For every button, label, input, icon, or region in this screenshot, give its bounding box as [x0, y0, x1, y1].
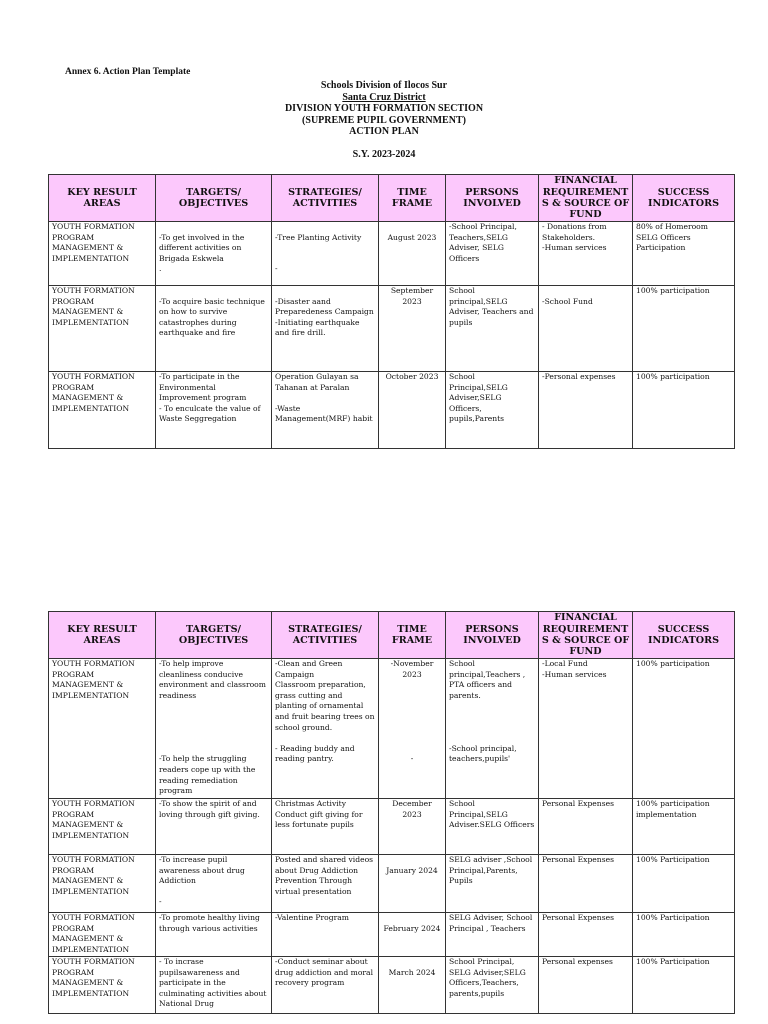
annex-label: Annex 6. Action Plan Template	[65, 67, 191, 77]
cell-persons: School Principal,SELG Adviser,SELG Officers, pupils,Parents	[449, 372, 508, 424]
cell-persons: School Principal,SELG Adviser.SELG Officers	[449, 799, 535, 830]
col-header-key-result-areas: KEY RESULT AREAS	[49, 175, 156, 222]
cell-kra: YOUTH FORMATION PROGRAM MANAGEMENT & IMPLEMENTATION	[49, 372, 156, 449]
cell-kra: YOUTH FORMATION PROGRAM MANAGEMENT & IMPLEMENTATION	[49, 855, 156, 913]
cell-targets: -To help improve cleanliness conducive environment and classroom readiness -To help the struggling readers cope up with the reading remediation program	[159, 659, 266, 796]
table-header-row	[49, 612, 735, 659]
division-name: Schools Division of Ilocos Sur	[320, 80, 448, 91]
cell-targets: -To increase pupil awareness about drug Addiction -	[159, 855, 245, 907]
cell-time-frame: March 2024	[388, 967, 436, 977]
cell-targets: - To incrase pupilsawareness and participate in the culminating activities about National Drug	[159, 957, 267, 1009]
cell-financial: -School Fund	[542, 296, 593, 306]
section-name: DIVISION YOUTH FORMATION SECTION	[284, 103, 484, 114]
cell-success: 80% of Homeroom SELG Officers Participation	[636, 222, 708, 253]
cell-time-frame: January 2024	[386, 865, 438, 875]
cell-kra: YOUTH FORMATION PROGRAM MANAGEMENT & IMPLEMENTATION	[49, 222, 156, 286]
cell-success: 100% participation implementation	[636, 799, 710, 819]
district-name: Santa Cruz District	[342, 91, 426, 103]
cell-success: 100% participation	[636, 659, 710, 668]
cell-financial: Personal Expenses	[542, 855, 614, 864]
cell-kra: YOUTH FORMATION PROGRAM MANAGEMENT & IMPLEMENTATION	[49, 913, 156, 957]
school-year: S.Y. 2023-2024	[352, 148, 416, 160]
cell-kra: YOUTH FORMATION PROGRAM MANAGEMENT & IMPLEMENTATION	[49, 799, 156, 855]
cell-strategies: Operation Gulayan sa Tahanan at Paralan -Waste Management(MRF) habit	[275, 372, 373, 424]
table-header-row	[49, 175, 735, 222]
document-title: ACTION PLAN	[349, 126, 419, 137]
table-row	[49, 286, 735, 372]
action-plan-table-2	[48, 611, 735, 1014]
cell-strategies: -Tree Planting Activity -	[275, 232, 362, 274]
cell-success: 100% Participation	[636, 957, 710, 966]
col-header-targets: TARGETS/ OBJECTIVES	[156, 612, 272, 659]
cell-strategies: -Valentine Program	[275, 913, 349, 922]
cell-financial: -Local Fund -Human services	[542, 659, 607, 679]
cell-time-frame: December 2023	[392, 799, 432, 819]
cell-targets: -To acquire basic technique on how to survive catastrophes during earthquake and fire	[159, 296, 265, 338]
table-row	[49, 372, 735, 449]
table-row	[49, 913, 735, 957]
cell-financial: - Donations from Stakeholders. -Human services	[542, 222, 607, 253]
table-row	[49, 957, 735, 1014]
document-heading	[0, 80, 768, 160]
cell-persons: School principal,SELG Adviser, Teachers and pupils	[449, 286, 534, 327]
cell-strategies: Posted and shared videos about Drug Addiction Prevention Through virtual presentation	[275, 855, 374, 896]
cell-kra: YOUTH FORMATION PROGRAM MANAGEMENT & IMPLEMENTATION	[49, 957, 156, 1014]
col-header-key-result-areas: KEY RESULT AREAS	[49, 612, 156, 659]
col-header-strategies: STRATEGIES/ ACTIVITIES	[272, 612, 379, 659]
cell-financial: Personal Expenses	[542, 913, 614, 922]
cell-persons: School principal,Teachers , PTA officers and parents. -School principal, teachers,pupils'	[449, 659, 526, 764]
col-header-success-indicators: SUCCESS INDICATORS	[633, 612, 735, 659]
cell-persons: -School Principal, Teachers,SELG Adviser, SELG Officers	[449, 222, 517, 263]
cell-financial: Personal expenses	[542, 957, 613, 966]
cell-targets: -To show the spirit of and loving through gift giving.	[159, 799, 260, 819]
cell-time-frame: -November 2023 -	[390, 659, 434, 764]
cell-time-frame: September 2023	[390, 286, 434, 306]
cell-kra: YOUTH FORMATION PROGRAM MANAGEMENT & IMPLEMENTATION	[49, 659, 156, 799]
cell-targets: -To participate in the Environmental Improvement program - To enculcate the value of Waste Seggregation	[159, 372, 261, 424]
table-row	[49, 855, 735, 913]
cell-kra: YOUTH FORMATION PROGRAM MANAGEMENT & IMPLEMENTATION	[49, 286, 156, 372]
table-row	[49, 659, 735, 799]
cell-time-frame: August 2023	[387, 232, 437, 242]
cell-strategies: Christmas Activity Conduct gift giving for less fortunate pupils	[275, 799, 363, 830]
cell-persons: SELG adviser ,School Principal,Parents, Pupils	[449, 855, 533, 886]
cell-financial: Personal Expenses	[542, 799, 614, 808]
cell-success: 100% Participation	[636, 855, 710, 864]
col-header-targets: TARGETS/ OBJECTIVES	[156, 175, 272, 222]
action-plan-table-1	[48, 174, 735, 449]
col-header-financial: FINANCIAL REQUIREMENT S & SOURCE OF FUND	[539, 175, 633, 222]
cell-success: 100% Participation	[636, 913, 710, 922]
cell-strategies: -Disaster aand Preparedeness Campaign -Initiating earthquake and fire drill.	[275, 296, 374, 338]
cell-success: 100% participation	[636, 286, 710, 295]
cell-persons: SELG Adviser, School Principal , Teachers	[449, 913, 533, 933]
cell-persons: School Principal, SELG Adviser,SELG Officers,Teachers, parents,pupils	[449, 957, 526, 998]
cell-success: 100% participation	[636, 372, 710, 381]
col-header-success-indicators: SUCCESS INDICATORS	[633, 175, 735, 222]
organization-name: (SUPREME PUPIL GOVERNMENT)	[302, 114, 466, 126]
col-header-financial: FINANCIAL REQUIREMENT S & SOURCE OF FUND	[539, 612, 633, 659]
cell-strategies: -Conduct seminar about drug addiction and moral recovery program	[275, 957, 373, 988]
cell-time-frame: February 2024	[383, 923, 441, 933]
table-row	[49, 222, 735, 286]
cell-financial: -Personal expenses	[542, 372, 616, 381]
cell-targets: -To promote healthy living through various activities	[159, 913, 260, 933]
table-row	[49, 799, 735, 855]
col-header-time-frame: TIME FRAME	[379, 175, 446, 222]
col-header-time-frame: TIME FRAME	[379, 612, 446, 659]
col-header-persons-involved: PERSONS INVOLVED	[446, 612, 539, 659]
cell-targets: -To get involved in the different activities on Brigada Eskwela .	[159, 232, 245, 274]
cell-strategies: -Clean and Green Campaign Classroom preparation, grass cutting and planting of ornamental and fruit bearing trees on school ground. - Reading buddy and reading pantry.	[275, 659, 375, 764]
col-header-persons-involved: PERSONS INVOLVED	[446, 175, 539, 222]
col-header-strategies: STRATEGIES/ ACTIVITIES	[272, 175, 379, 222]
cell-time-frame: October 2023	[385, 372, 439, 381]
